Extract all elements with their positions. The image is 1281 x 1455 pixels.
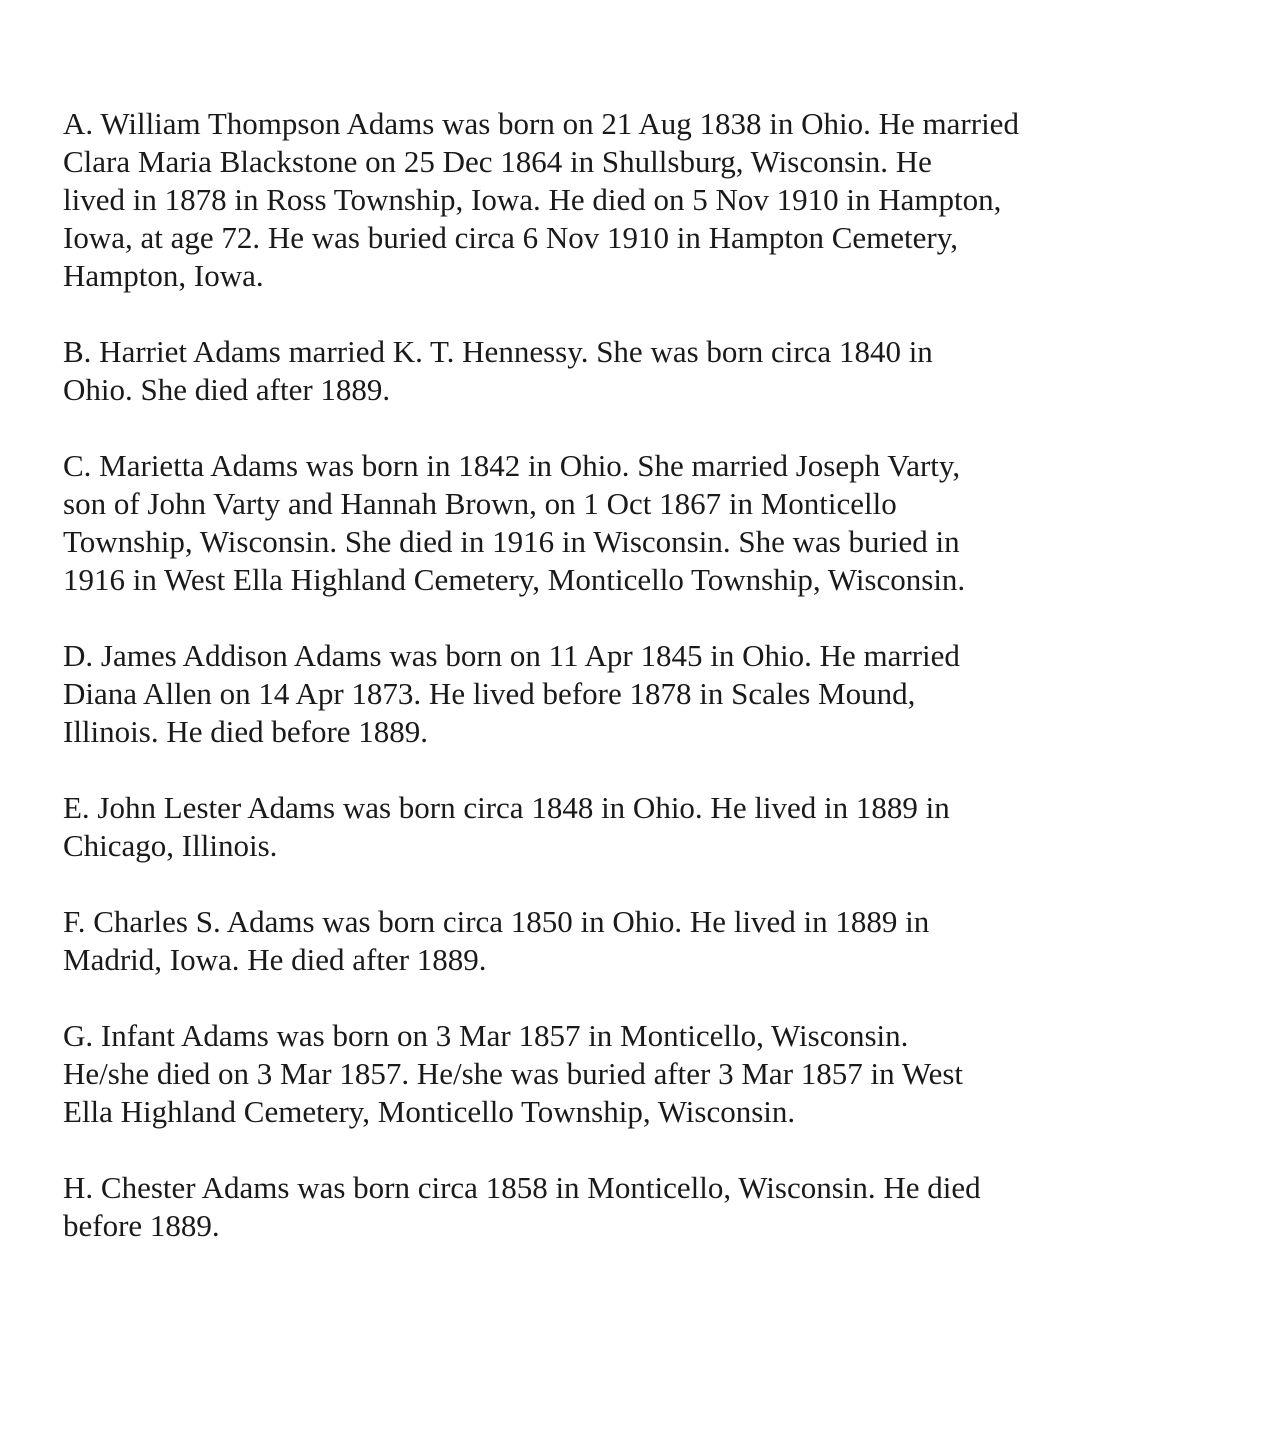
entry-line: Clara Maria Blackstone on 25 Dec 1864 in Shullsburg, Wisconsin. He [63, 144, 932, 179]
entry-line: Iowa, at age 72. He was buried circa 6 Nov 1910 in Hampton Cemetery, [63, 220, 958, 255]
entry-line: Ohio. She died after 1889. [63, 372, 391, 407]
entry-line: Ella Highland Cemetery, Monticello Township, Wisconsin. [63, 1094, 796, 1129]
entry-line: Township, Wisconsin. She died in 1916 in Wisconsin. She was buried in [63, 524, 960, 559]
entry-line: 1916 in West Ella Highland Cemetery, Monticello Township, Wisconsin. [63, 562, 966, 597]
entry-a [63, 105, 1183, 295]
entry-d [63, 637, 1183, 751]
entry-line: He/she died on 3 Mar 1857. He/she was buried after 3 Mar 1857 in West [63, 1056, 964, 1091]
entry-line: lived in 1878 in Ross Township, Iowa. He died on 5 Nov 1910 in Hampton, [63, 182, 1002, 217]
entry-h [63, 1169, 1183, 1245]
entry-line: B. Harriet Adams married K. T. Hennessy. She was born circa 1840 in [63, 334, 933, 369]
entry-b [63, 333, 1183, 409]
entry-line: C. Marietta Adams was born in 1842 in Ohio. She married Joseph Varty, [63, 448, 961, 483]
entry-line: A. William Thompson Adams was born on 21 Aug 1838 in Ohio. He married [63, 106, 1019, 141]
entry-line: E. John Lester Adams was born circa 1848 in Ohio. He lived in 1889 in [63, 790, 950, 825]
entry-c [63, 447, 1183, 599]
entry-g [63, 1017, 1183, 1131]
entry-line: D. James Addison Adams was born on 11 Apr 1845 in Ohio. He married [63, 638, 960, 673]
entry-line: son of John Varty and Hannah Brown, on 1 Oct 1867 in Monticello [63, 486, 897, 521]
entry-line: before 1889. [63, 1208, 220, 1243]
entry-line: Chicago, Illinois. [63, 828, 278, 863]
entry-line: Illinois. He died before 1889. [63, 714, 429, 749]
entry-line: Diana Allen on 14 Apr 1873. He lived before 1878 in Scales Mound, [63, 676, 916, 711]
entry-f [63, 903, 1183, 979]
entry-line: H. Chester Adams was born circa 1858 in Monticello, Wisconsin. He died [63, 1170, 981, 1205]
entry-line: Madrid, Iowa. He died after 1889. [63, 942, 487, 977]
entry-line: F. Charles S. Adams was born circa 1850 in Ohio. He lived in 1889 in [63, 904, 930, 939]
entry-line: G. Infant Adams was born on 3 Mar 1857 in Monticello, Wisconsin. [63, 1018, 909, 1053]
entry-e [63, 789, 1183, 865]
document-page [63, 105, 1183, 1283]
entry-line: Hampton, Iowa. [63, 258, 264, 293]
